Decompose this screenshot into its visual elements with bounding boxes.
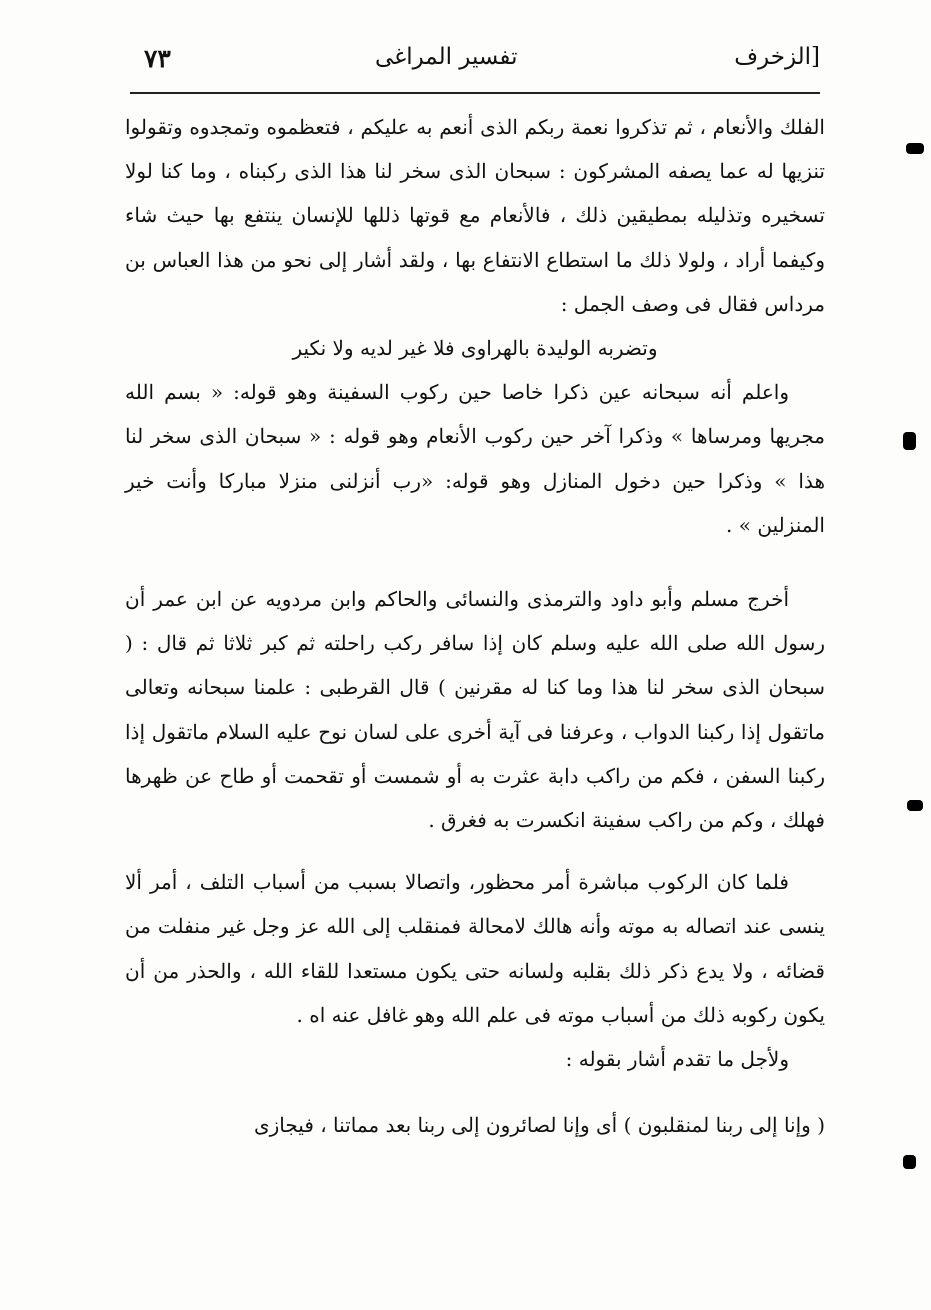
binding-hole-mark: [903, 1155, 916, 1169]
binding-hole-mark: [903, 432, 916, 450]
paragraph-6: ( وإنا إلى ربنا لمنقلبون ) أى وإنا لصائرون إلى ربنا بعد مماتنا ، فيجازى: [253, 1113, 825, 1138]
page-number: ٧٣: [144, 44, 171, 73]
paragraph-5: ولأجل ما تقدم أشار بقوله :: [565, 1047, 789, 1072]
header-rule: [130, 92, 820, 94]
book-title: تفسير المراغى: [375, 44, 518, 70]
binding-hole-mark: [906, 143, 924, 154]
paragraph-1: الفلك والأنعام ، ثم تذكروا نعمة ربكم الذى أنعم به عليكم ، فتعظموه وتمجدوه وتقولوا تنزيها له عما يصفه المشركون : سبحان الذى سخر لنا هذا الذى ركبناه ، وما كنا لولا تسخيره وتذليله بمطيقين ذلك ، فالأنعام مع قوتها ذللها للإنسان ينتفع بها حيث شاء وكيفما أراد ، ولولا ذلك ما استطاع الانتفاع بها ، ولقد أشار إلى نحو من هذا العباس بن مرداس فقال فى وصف الجمل :: [125, 115, 825, 316]
page-body: [125, 105, 825, 1147]
poetry-verse: وتضربه الوليدة بالهراوى فلا غير لديه ولا نكير: [292, 336, 658, 361]
paragraph-3: أخرج مسلم وأبو داود والترمذى والنسائى والحاكم وابن مردويه عن ابن عمر أن رسول الله صلى الله عليه وسلم كان إذا سافر ركب راحلته ثم كبر ثلاثا ثم قال : ( سبحان الذى سخر لنا هذا وما كنا له مقرنين ) قال القرطبى : علمنا سبحانه وتعالى ماتقول إذا ركبنا الدواب ، وعرفنا فى آية أخرى على لسان نوح عليه السلام ماتقول إذا ركبنا السفن ، فكم من راكب دابة عثرت به أو شمست أو تقحمت أو طاح عن ظهرها فهلك ، وكم من راكب سفينة انكسرت به فغرق .: [125, 587, 825, 833]
sura-name: [الزخرف: [734, 44, 820, 70]
paragraph-2: واعلم أنه سبحانه عين ذكرا خاصا حين ركوب السفينة وهو قوله: « بسم الله مجريها ومرساها » وذكرا آخر حين ركوب الأنعام وهو قوله : « سبحان الذى سخر لنا هذا » وذكرا حين دخول المنازل وهو قوله: «رب أنزلنى منزلا مباركا وأنت خير المنزلين » .: [125, 380, 825, 537]
binding-hole-mark: [907, 800, 923, 811]
paragraph-4: فلما كان الركوب مباشرة أمر محظور، واتصالا بسبب من أسباب التلف ، أمر ألا ينسى عند اتصاله به موته وأنه هالك لامحالة فمنقلب إلى الله عز وجل غير منفلت من قضائه ، ولا يدع ذكر ذلك بقلبه ولسانه حتى يكون مستعدا للقاء الله ، والحذر من أن يكون ركوبه ذلك من أسباب موته فى علم الله وهو غافل عنه اه .: [125, 870, 825, 1027]
page-header: [130, 22, 820, 82]
